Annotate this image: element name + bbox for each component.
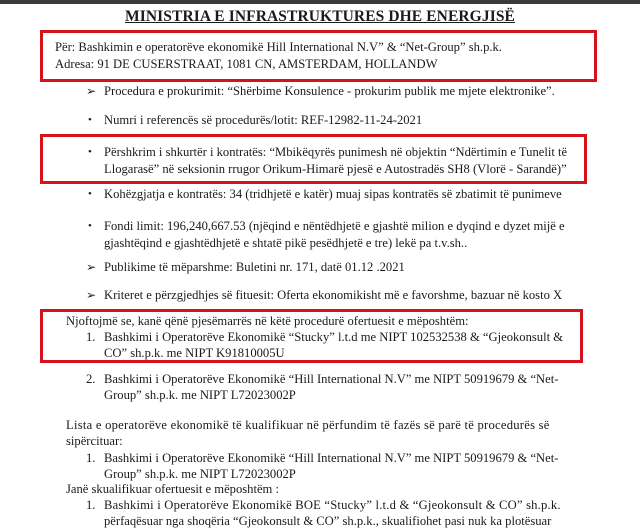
- qualified-intro-line-2: sipërcituar:: [66, 434, 123, 448]
- highlight-box-recipient: [40, 30, 597, 82]
- arrow-bullet-icon: ➢: [86, 288, 97, 302]
- reference-number: Numri i referencës së procedurës/lotit: REF-12982-11-24-2021: [104, 113, 423, 127]
- dot-bullet-icon: •: [88, 114, 92, 126]
- list-number: 1.: [86, 498, 96, 512]
- participant-1-line-2: CO” sh.p.k. me NIPT K91810005U: [104, 346, 285, 360]
- arrow-bullet-icon: ➢: [86, 260, 97, 274]
- top-bar: [0, 0, 640, 4]
- recipient-address: Adresa: 91 DE CUSERSTRAAT, 1081 CN, AMSTERDAM, HOLLANDW: [55, 57, 438, 71]
- list-number: 2.: [86, 372, 96, 386]
- fund-limit-line-2: gjashtëqind e gjashtëdhjetë e shtatë pikë pesëdhjetë e tre) lekë pa t.v.sh..: [104, 236, 468, 250]
- contract-description-line-2: Llogarasë” në seksionin rrugor Orikum-Himarë pjesë e Autostradës SH8 (Vlorë - Sarandë)”: [104, 162, 567, 176]
- participant-2-line-2: Group” sh.p.k. me NIPT L72023002P: [104, 388, 296, 402]
- previous-publications: Publikime të mëparshme: Buletini nr. 171, datë 01.12 .2021: [104, 260, 405, 274]
- disqualified-intro: Janë skualifikuar ofertuesit e mëposhtëm :: [66, 482, 279, 496]
- list-number: 1.: [86, 451, 96, 465]
- dot-bullet-icon: •: [88, 220, 92, 232]
- dot-bullet-icon: •: [88, 146, 92, 158]
- qualified-1-line-1: Bashkimi i Operatorëve Ekonomikë “Hill International N.V” me NIPT 50919679 & “Net-: [104, 451, 559, 465]
- contract-description-line-1: Përshkrim i shkurtër i kontratës: “Mbikëqyrës punimesh në objektin “Ndërtimin e Tunelit të: [104, 145, 568, 159]
- qualified-1-line-2: Group” sh.p.k. me NIPT L72023002P: [104, 467, 296, 481]
- contract-duration: Kohëzgjatja e kontratës: 34 (tridhjetë e katër) muaj sipas kontratës së zbatimit të punimeve: [104, 187, 562, 201]
- disqualified-1-line-2: përfaqësuar nga shoqëria “Gjeokonsult & CO” sh.p.k., skualifiohet pasi nuk ka plotësuar: [104, 514, 552, 528]
- participants-intro: Njoftojmë se, kanë qënë pjesëmarrës në këtë procedurë ofertuesit e mëposhtëm:: [66, 314, 469, 328]
- page-title: MINISTRIA E INFRASTRUKTURES DHE ENERGJISË: [125, 8, 515, 25]
- procedure-type: Procedura e prokurimit: “Shërbime Konsulence - prokurim publik me mjete elektronike”.: [104, 84, 555, 98]
- dot-bullet-icon: •: [88, 188, 92, 200]
- qualified-intro-line-1: Lista e operatorëve ekonomikë të kualifikuar në përfundim të fazës së parë të procedurës së: [66, 418, 550, 432]
- recipient-line: Për: Bashkimin e operatorëve ekonomikë Hill International N.V” & “Net-Group” sh.p.k.: [55, 40, 502, 54]
- participant-2-line-1: Bashkimi i Operatorëve Ekonomikë “Hill International N.V” me NIPT 50919679 & “Net-: [104, 372, 559, 386]
- arrow-bullet-icon: ➢: [86, 84, 97, 98]
- participant-1-line-1: Bashkimi i Operatorëve Ekonomikë “Stucky” l.t.d me NIPT 102532538 & “Gjeokonsult &: [104, 330, 564, 344]
- selection-criteria: Kriteret e përzgjedhjes së fituesit: Oferta ekonomikisht më e favorshme, bazuar në kosto X: [104, 288, 563, 302]
- disqualified-1-line-1: Bashkimi i Operatorëve Ekonomikë BOE “Stucky” l.t.d & “Gjeokonsult & CO” sh.p.k.: [104, 498, 561, 512]
- fund-limit-line-1: Fondi limit: 196,240,667.53 (njëqind e nëntëdhjetë e gjashtë milion e dyqind e dyzet mijë e: [104, 219, 565, 233]
- list-number: 1.: [86, 330, 96, 344]
